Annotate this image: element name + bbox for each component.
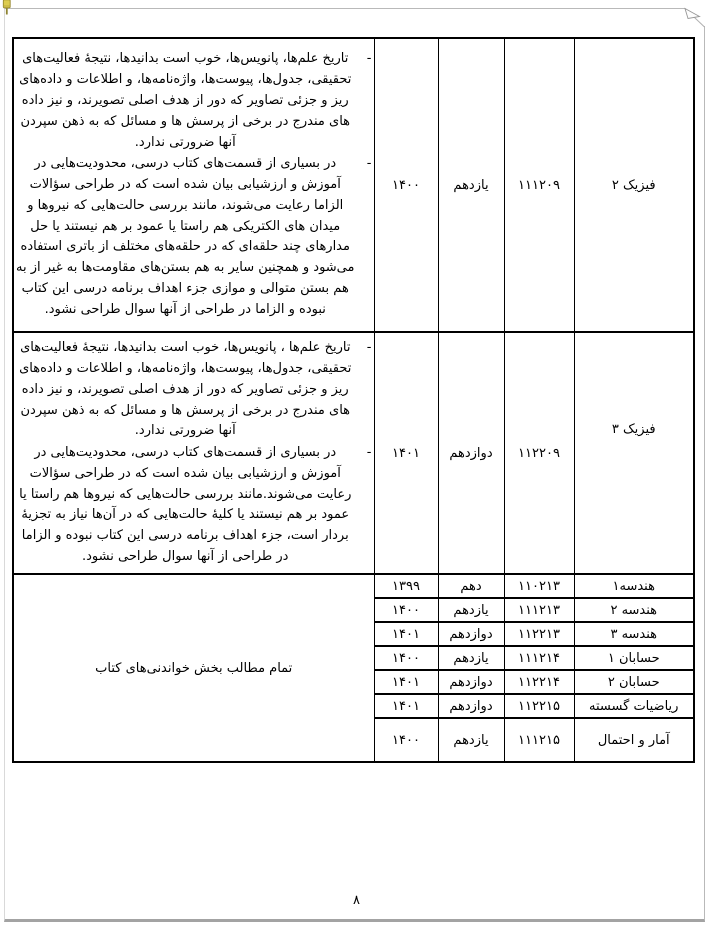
table-row xyxy=(13,38,694,332)
book-code-cell: ۱۱۱۲۱۳ xyxy=(504,598,574,622)
book-grade-cell: دوازدهم xyxy=(438,622,504,646)
book-code-cell: ۱۱۱۲۱۵ xyxy=(504,718,574,762)
book-code-cell: ۱۱۲۲۱۴ xyxy=(504,670,574,694)
book-code-cell: ۱۱۱۲۱۴ xyxy=(504,646,574,670)
note-text: در بسیاری از قسمت‌های کتاب درسی، محدودیت‌هایی در آموزش و ارزشیابی بیان شده است که در طراحی سؤالات رعایت می‌شوند.مانند بررسی حالت‌هایی که نیروها هم راستا یا عمود بر هم نیستند یا کلیهٔ حالت‌هایی که در آن‌ها نیاز به تجزیهٔ بردار است، جزء اهداف برنامه درسی این کتاب نبوده و الزاما در طراحی از آنها سوال طراحی نشود. xyxy=(19,445,352,565)
subject-code-cell: ۱۱۱۲۰۹ xyxy=(504,38,574,332)
book-code-cell: ۱۱۲۲۱۳ xyxy=(504,622,574,646)
book-grade-cell: دهم xyxy=(438,574,504,598)
subject-name-cell: فیزیک ۲ xyxy=(574,38,694,332)
note-bullet xyxy=(16,154,372,320)
note-bullet xyxy=(16,49,372,153)
book-grade-cell: یازدهم xyxy=(438,598,504,622)
book-grade-cell: یازدهم xyxy=(438,646,504,670)
book-year-cell: ۱۴۰۰ xyxy=(374,598,438,622)
book-grade-cell: دوازدهم xyxy=(438,694,504,718)
note-bullet xyxy=(16,443,372,568)
book-name-cell: هندسه ۳ xyxy=(574,622,694,646)
bullet-dash-icon: - xyxy=(366,340,372,356)
bullet-dash-icon: - xyxy=(366,51,372,67)
curriculum-table xyxy=(12,37,695,763)
book-year-cell: ۱۴۰۱ xyxy=(374,622,438,646)
book-year-cell: ۱۴۰۰ xyxy=(374,646,438,670)
book-name-cell: حسابان ۱ xyxy=(574,646,694,670)
subject-grade-cell: دوازدهم xyxy=(438,332,504,574)
table-row xyxy=(13,574,694,598)
subject-grade-cell: یازدهم xyxy=(438,38,504,332)
book-name-cell: آمار و احتمال xyxy=(574,718,694,762)
book-year-cell: ۱۳۹۹ xyxy=(374,574,438,598)
subject-notes-cell xyxy=(13,332,374,574)
bullet-dash-icon: - xyxy=(366,156,372,172)
book-name-cell: ریاضیات گسسته xyxy=(574,694,694,718)
subject-name-cell: فیزیک ۳ xyxy=(574,332,694,574)
book-year-cell: ۱۴۰۱ xyxy=(374,694,438,718)
book-grade-cell: یازدهم xyxy=(438,718,504,762)
subject-code-cell: ۱۱۲۲۰۹ xyxy=(504,332,574,574)
note-text: تاریخ علم‌ها، پانویس‌ها، خوب است بدانیدها، نتیجهٔ فعالیت‌های تحقیقی، جدول‌ها، پیوست‌ها، واژه‌نامه‌ها، و اطلاعات و داده‌های ریز و جزئی تصاویر که دور از هدف اصلی تصویرند، و نیز داده های مندرج در برخی از پرسش ها و مسائل که به ذهن سپردن آنها ضرورتی ندارد. xyxy=(19,51,352,150)
subject-year-cell: ۱۴۰۱ xyxy=(374,332,438,574)
table-row xyxy=(13,332,694,574)
book-year-cell: ۱۴۰۰ xyxy=(374,718,438,762)
page-curl-icon xyxy=(671,0,707,36)
note-text: تاریخ علم‌ها ، پانویس‌ها، خوب است بدانیدها، نتیجهٔ فعالیت‌های تحقیقی، جدول‌ها، پیوست‌ها، واژه‌نامه‌ها، و اطلاعات و داده‌های ریز و جزئی تصاویر که دور از هدف اصلی تصویرند، و نیز داده های مندرج در برخی از پرسش ها و مسائل که به ذهن سپردن آنها ضرورتی ندارد. xyxy=(19,340,352,439)
pushpin-icon xyxy=(1,0,13,16)
subject-notes-cell xyxy=(13,38,374,332)
book-code-cell: ۱۱۰۲۱۳ xyxy=(504,574,574,598)
book-year-cell: ۱۴۰۱ xyxy=(374,670,438,694)
book-name-cell: هندسه۱ xyxy=(574,574,694,598)
book-code-cell: ۱۱۲۲۱۵ xyxy=(504,694,574,718)
bullet-dash-icon: - xyxy=(366,445,372,461)
books-merged-note-cell: تمام مطالب بخش خواندنی‌های کتاب xyxy=(13,574,374,762)
subject-year-cell: ۱۴۰۰ xyxy=(374,38,438,332)
note-text: در بسیاری از قسمت‌های کتاب درسی، محدودیت‌هایی در آموزش و ارزشیابی بیان شده است که در طراحی سؤالات الزاما رعایت می‌شوند، مانند بررسی حالت‌هایی که نیروها و میدان های الکتریکی هم راستا یا عمود بر هم نیستند یا حل مدارهای چند حلقه‌ای که در حلقه‌های مختلف از باتری استفاده می‌شود و همچنین سایر به هم بستن‌های مقاومت‌ها به غیر از به هم بستن متوالی و موازی جزء اهداف برنامه درسی این کتاب نبوده و الزاما در طراحی از آنها سوال طراحی نشود. xyxy=(16,156,355,317)
book-name-cell: هندسه ۲ xyxy=(574,598,694,622)
book-grade-cell: دوازدهم xyxy=(438,670,504,694)
page-number: ۸ xyxy=(353,893,360,908)
note-bullet xyxy=(16,338,372,442)
book-name-cell: حسابان ۲ xyxy=(574,670,694,694)
